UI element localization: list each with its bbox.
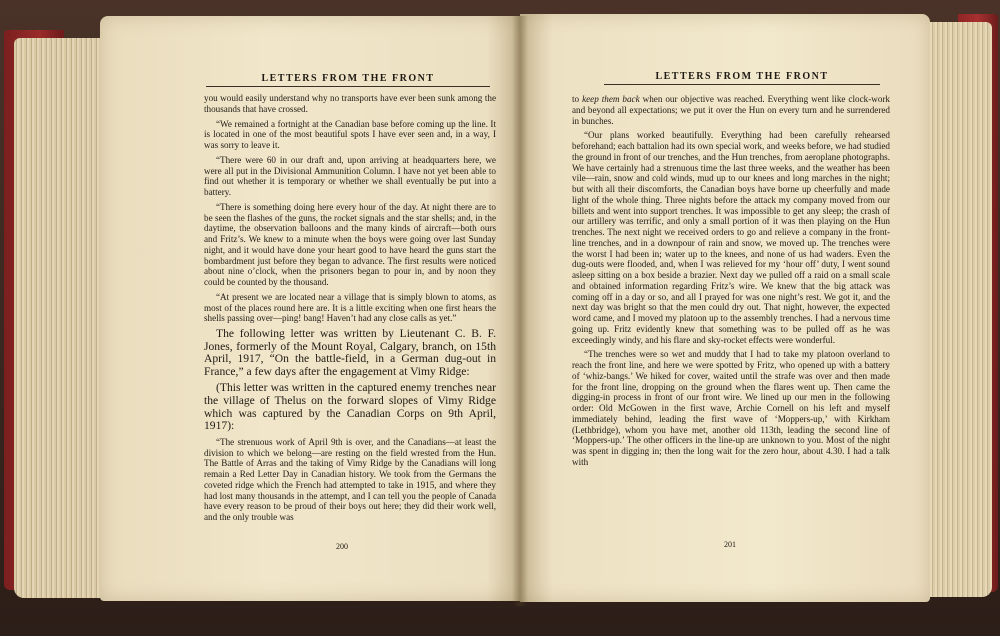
paragraph: The following letter was written by Lieutenant C. B. F. Jones, formerly of the Mount Royal, Calgary, branch, on 15th April, 1917, “On the battle-field, in a German dug-out in France,” a few days after the engagement at Vimy Ridge:	[204, 327, 496, 378]
text-run: when our objective was reached. Everything went like clock-work and beyond all expectations; we put it over the Hun on every turn and he surrendered in bunches.	[572, 94, 890, 126]
book-gutter	[512, 16, 528, 606]
paragraph: you would easily understand why no transports have ever been sunk among the thousands that have crossed.	[204, 93, 496, 114]
page-edges-right	[920, 22, 992, 597]
page-number: 201	[724, 540, 736, 549]
paragraph: (This letter was written in the captured enemy trenches near the village of Thelus on the forward slopes of Vimy Ridge which was captured by the Canadian Corps on 9th April, 1917):	[204, 381, 496, 433]
paragraph: “The trenches were so wet and muddy that I had to take my platoon overland to reach the front line, and here we were spotted by Fritz, who opened up with a battery of ‘whiz-bangs.’ We hiked for cover, waited until the strafe was over and then made for the front line, dropping on the ground when the flares went up. Then came the digging-in process in front of our front wire. We lined up our men in the following order: Old McGowen in the first wave, Archie Cornell on his left and myself immediately behind, leading the first wave of ‘Moppers-up,’ with Kirkham (Lethbridge), whom you have met, another old 113th, leading the second line of ‘Moppers-up.’ The other officers in the line-up are unknown to you. Most of the night was spent in digging in; then the long wait for the zero hour, about 4.30. I had a talk with	[572, 349, 890, 467]
paragraph: “We remained a fortnight at the Canadian base before coming up the line. It is located in one of the most beautiful spots I have ever seen and, in a way, I was sorry to leave it.	[204, 118, 496, 150]
paragraph: “Our plans worked beautifully. Everything had been carefully rehearsed beforehand; each battalion had its own special work, and weeks before, we had studied the ground in front of our trenches, and the Hun trenches, from aeroplane photographs. We have certainly had a strenuous time the last three weeks, and the weather has been vile—rain, snow and cold winds, mud up to our knees and long marches in the night; but with all their discomforts, the Canadian boys have borne up cheerfully and made light of the whole thing. Three nights before the attack my company moved from our billets and went into support trenches. It was impossible to get any sleep; the crash of our artillery was terrific, and only a small portion of it was then playing on the Hun trenches. The next night we received orders to go and relieve a company in the front-line trenches, and in a downpour of rain and snow, we moved up. The trenches were the worst I had been in; water up to the knees, and none of us had waders. Even the dug-outs were flooded, and, when I was relieved for my ‘hour off’ duty, I went sound asleep sitting on a box beside a brazier. Next day we pulled off a raid on a small scale and obtained information regarding Fritz’s wire. We knew that the big attack was coming off in a day or so, and all I prayed for was one night’s rest. We got it, and the next day was bright so that the men could dry out. That night, however, the expected word came, and I moved my platoon up to the assembly trenches. I had a nervous time going up. Fritz evidently knew that something was to be pulled off as he was exceedingly windy, and his flare and sky-rocket effects were wonderful.	[572, 130, 890, 345]
paragraph: “There is something doing here every hour of the day. At night there are to be seen the flashes of the guns, the rocket signals and the star shells; and, in the daytime, the observation balloons and the many kinds of aircraft—both ours and Fritz’s. We knew to a minute when the boys were going over last Sunday night, and it would have done your heart good to have heard the guns start the bombardment just before they began to advance. The first results were noticed about nine o’clock, when the prisoners began to pour in, and by noon they could be counted by the thousand.	[204, 201, 496, 287]
paragraph: “The strenuous work of April 9th is over, and the Canadians—at least the division to which we belong—are resting on the field wrested from the Hun. The Battle of Arras and the taking of Vimy Ridge by the Canadians will long remain a Red Letter Day in Canadian history. We took from the Germans the coveted ridge which the French had attempted to take in 1915, and where they had lost many thousands in the attempt, and I can tell you the people of Canada have every reason to be proud of their boys out here; they did their work well, and the only trouble was	[204, 436, 496, 522]
running-head: LETTERS FROM THE FRONT	[206, 73, 490, 87]
left-page	[100, 16, 520, 601]
page-body	[204, 93, 496, 527]
paragraph: “There were 60 in our draft and, upon arriving at headquarters here, we were all put in the Divisional Ammunition Column. I have not yet been able to find out whether it is temporary or whether we shall eventually be put into a battery.	[204, 154, 496, 197]
running-head: LETTERS FROM THE FRONT	[604, 71, 880, 85]
paragraph: “At present we are located near a village that is simply blown to atoms, as most of the places round here are. It is a little exciting when one first hears the shells passing over—ping! bang! Haven’t had any close calls as yet.”	[204, 291, 496, 324]
page-body	[572, 94, 890, 472]
paragraph	[572, 94, 890, 126]
page-edges-left	[14, 38, 114, 598]
page-number: 200	[336, 542, 348, 551]
right-page	[520, 14, 930, 602]
text-run: to	[572, 94, 583, 104]
italic-text: keep them back	[582, 94, 640, 104]
